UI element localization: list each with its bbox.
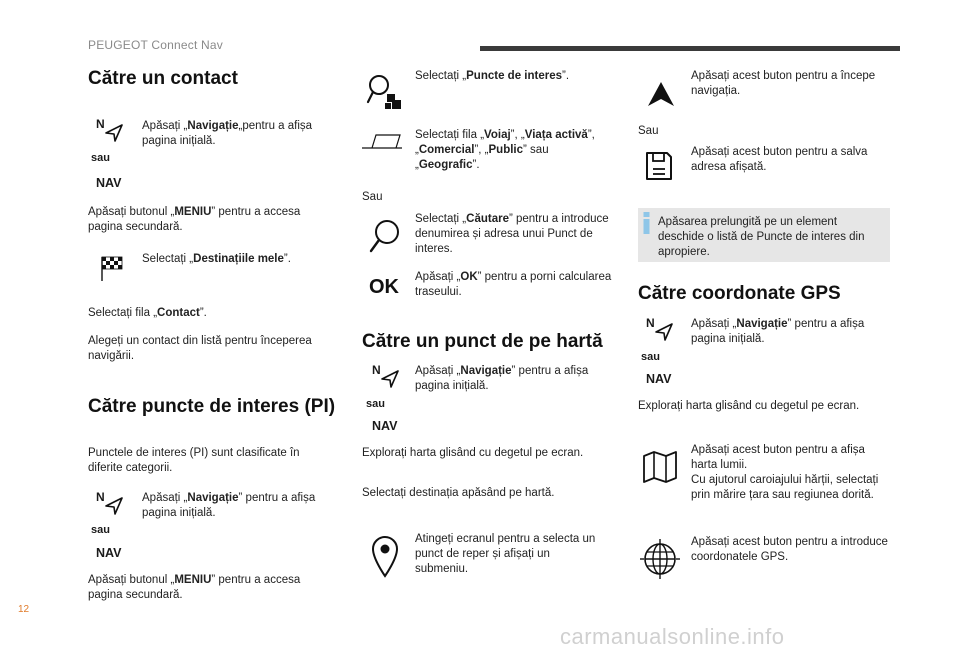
step-choose-contact: Alegeți un contact din listă pentru începerea navigării. bbox=[88, 335, 312, 362]
step-select-poi: Selectați „Puncte de interes”. bbox=[415, 70, 570, 82]
step-start-navigation: Apăsați acest buton pentru a începe navigația. bbox=[691, 70, 876, 97]
search-icon bbox=[368, 218, 402, 254]
poi-description: Punctele de interes (PI) sunt clasificate în diferite categorii. bbox=[88, 447, 300, 474]
step-press-navigation-2: Apăsați „Navigație” pentru a afișa pagina inițială. bbox=[142, 492, 316, 519]
watermark: carmanualsonline.info bbox=[560, 624, 785, 649]
step-explore-map-2: Explorați harta glisând cu degetul pe ecran. bbox=[638, 400, 860, 412]
category-tabs-icon bbox=[360, 132, 404, 152]
step-select-category-tab: Selectați fila „Voiaj”, „Viața activă”, „Comercial”, „Public” sau „Geografic”. bbox=[415, 129, 595, 171]
gps-globe-icon bbox=[640, 538, 680, 580]
start-navigation-icon bbox=[646, 80, 676, 108]
page-number: 12 bbox=[18, 604, 30, 615]
step-enter-gps: Apăsați acest buton pentru a introduce coordonatele GPS. bbox=[691, 536, 888, 563]
checkered-flag-icon bbox=[100, 254, 124, 282]
save-icon bbox=[644, 150, 674, 182]
step-touch-screen: Atingeți ecranul pentru a selecta un punct de reper și afișați un submeniu. bbox=[415, 533, 596, 575]
step-explore-map: Explorați harta glisând cu degetul pe ecran. bbox=[362, 447, 584, 459]
step-select-search: Selectați „Căutare” pentru a introduce denumirea și adresa unui Punct de interes. bbox=[415, 213, 609, 255]
step-press-menu-2: Apăsați butonul „MENIU” pentru a accesa pagina secundară. bbox=[88, 574, 301, 601]
step-press-navigation: Apăsați „Navigație„pentru a afișa pagina inițială. bbox=[142, 120, 313, 147]
step-select-destination-map: Selectați destinația apăsând pe hartă. bbox=[362, 487, 555, 499]
world-map-icon bbox=[642, 450, 678, 484]
info-box bbox=[638, 208, 890, 262]
info-icon bbox=[642, 212, 651, 234]
info-text: Apăsarea prelungită pe un element deschide o listă de Puncte de interes din apropiere. bbox=[658, 216, 865, 258]
ok-icon: OK bbox=[369, 276, 399, 298]
step-press-navigation-4: Apăsați „Navigație” pentru a afișa pagina inițială. bbox=[691, 318, 865, 345]
step-save-address: Apăsați acest buton pentru a salva adresa afișată. bbox=[691, 146, 868, 173]
or-label-2: Sau bbox=[638, 125, 659, 137]
header-bar bbox=[480, 46, 900, 51]
step-press-navigation-3: Apăsați „Navigație” pentru a afișa pagina inițială. bbox=[415, 365, 589, 392]
header-title: PEUGEOT Connect Nav bbox=[88, 38, 223, 52]
heading-contact: Către un contact bbox=[88, 68, 238, 89]
map-pin-icon bbox=[370, 534, 400, 578]
step-press-menu: Apăsați butonul „MENIU” pentru a accesa pagina secundară. bbox=[88, 206, 301, 233]
step-world-map: Apăsați acest buton pentru a afișa harta lumii. Cu ajutorul caroiajului hărții, selectați prin mărire țara sau regiunea dorită. bbox=[691, 444, 879, 501]
or-label: Sau bbox=[362, 191, 383, 203]
poi-search-icon bbox=[366, 72, 404, 112]
heading-poi: Către puncte de interes (PI) bbox=[88, 396, 336, 417]
heading-gps: Către coordonate GPS bbox=[638, 283, 841, 304]
step-select-contact-tab: Selectați fila „Contact”. bbox=[88, 307, 207, 319]
heading-map-point: Către un punct de pe hartă bbox=[362, 331, 603, 352]
step-select-destinations: Selectați „Destinațiile mele”. bbox=[142, 253, 291, 265]
step-press-ok: Apăsați „OK” pentru a porni calcularea traseului. bbox=[415, 271, 612, 298]
